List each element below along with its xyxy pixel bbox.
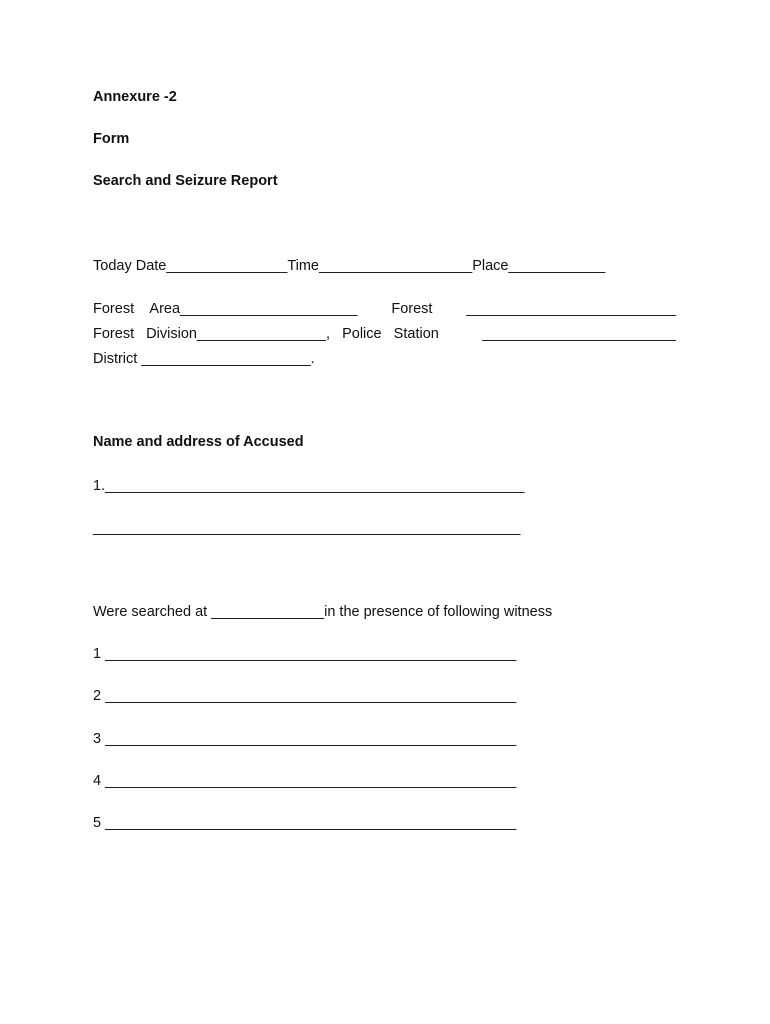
forest-blank: __________________________ <box>466 301 677 317</box>
forest-division-row <box>93 324 676 342</box>
witness-line-1: 1 ___________________________________________________ <box>93 646 517 662</box>
forest-area-blank: ______________________ <box>180 301 358 317</box>
accused-line-1: 1.____________________________________________________ <box>93 478 525 494</box>
forest-area-row <box>93 299 676 317</box>
police-station-blank: ________________________ <box>482 326 676 342</box>
witness-line-4: 4 ___________________________________________________ <box>93 773 517 789</box>
witness-line-5: 5 ___________________________________________________ <box>93 815 517 831</box>
witness-intro: Were searched at ______________in the presence of following witness <box>93 604 553 620</box>
report-title: Search and Seizure Report <box>93 173 278 189</box>
accused-line-2: _____________________________________________________ <box>93 520 521 536</box>
form-label: Form <box>93 131 130 147</box>
accused-heading: Name and address of Accused <box>93 434 304 450</box>
forest-division-label: Forest Division <box>93 326 197 342</box>
district-line: District _____________________. <box>93 351 315 367</box>
witness-line-3: 3 ___________________________________________________ <box>93 731 517 747</box>
forest-area-label: Forest Area <box>93 301 181 317</box>
forest-label: Forest <box>391 301 433 317</box>
forest-division-blank: ________________ <box>196 326 326 342</box>
date-time-place-line: Today Date_______________Time___________________Place____________ <box>93 258 606 274</box>
witness-line-2: 2 ___________________________________________________ <box>93 688 517 704</box>
annexure-heading: Annexure -2 <box>93 89 177 105</box>
police-station-label: , Police Station <box>325 326 439 342</box>
